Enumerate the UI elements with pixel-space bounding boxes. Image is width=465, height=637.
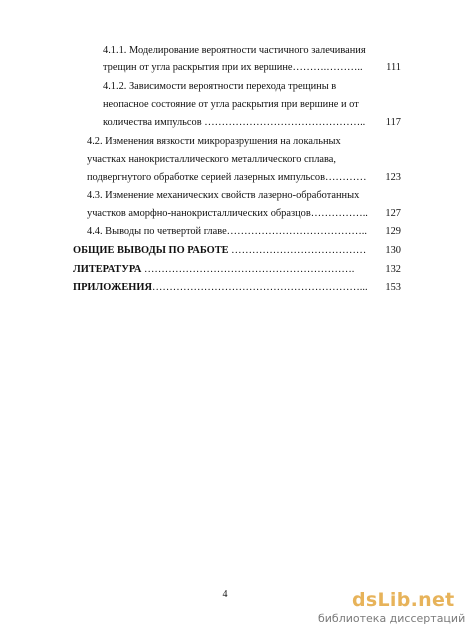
- toc-entry-4-3-line-1: 4.3. Изменение механических свойств лазерно-обработанных: [87, 190, 360, 201]
- page-number: 4: [222, 589, 228, 600]
- appendices-label: ПРИЛОЖЕНИЯ: [73, 282, 152, 293]
- literature-label: ЛИТЕРАТУРА: [73, 264, 142, 275]
- general-conclusions-leader: …………………………………: [228, 245, 367, 256]
- toc-entry-4-2-line-3: подвергнутого обработке серией лазерных импульсов…………: [87, 172, 367, 183]
- general-conclusions-label: ОБЩИЕ ВЫВОДЫ ПО РАБОТЕ: [73, 245, 229, 256]
- watermark-subtitle: библиотека диссертаций: [318, 612, 465, 625]
- toc-entry-4-2-line-2: участках нанокристаллического металлического сплава,: [87, 154, 337, 165]
- toc-entry-4-4: 4.4. Выводы по четвертой главе…………………………………..: [87, 226, 367, 237]
- appendices-leader: ……………………………………………………...: [151, 282, 368, 293]
- toc-entry-4-3-line-2: участков аморфно-нанокристаллических образцов……………..: [87, 208, 368, 219]
- toc-entry-appendices-page: 153: [385, 282, 401, 293]
- toc-entry-4-1-2-line-1: 4.1.2. Зависимости вероятности перехода трещины в: [103, 81, 337, 92]
- toc-entry-general-conclusions: [73, 245, 366, 257]
- toc-entry-4-1-2-line-2: неопасное состояние от угла раскрытия при вершине и от: [103, 99, 359, 110]
- toc-entry-literature: [73, 264, 354, 276]
- watermark-logo[interactable]: dsLib.net: [352, 589, 455, 611]
- toc-entry-4-2-page: 123: [385, 172, 401, 183]
- literature-leader: …………………………………………………….: [141, 264, 355, 275]
- toc-entry-general-conclusions-page: 130: [385, 245, 401, 256]
- toc-entry-4-4-page: 129: [385, 226, 401, 237]
- toc-entry-4-1-2-line-3: количества импульсов ………………………………………..: [103, 117, 366, 128]
- toc-entry-4-1-2-page: 117: [385, 117, 401, 128]
- toc-entry-4-2-line-1: 4.2. Изменения вязкости микроразрушения на локальных: [87, 136, 341, 147]
- toc-entry-4-1-1-line-1: 4.1.1. Моделирование вероятности частичного залечивания: [103, 45, 366, 56]
- toc-entry-4-1-1-line-2: трещин от угла раскрытия при их вершине……….………..: [103, 62, 363, 73]
- toc-entry-4-1-1-page: 111: [386, 62, 401, 73]
- toc-entry-4-3-page: 127: [385, 208, 401, 219]
- toc-entry-appendices: [73, 282, 368, 294]
- toc-entry-literature-page: 132: [385, 264, 401, 275]
